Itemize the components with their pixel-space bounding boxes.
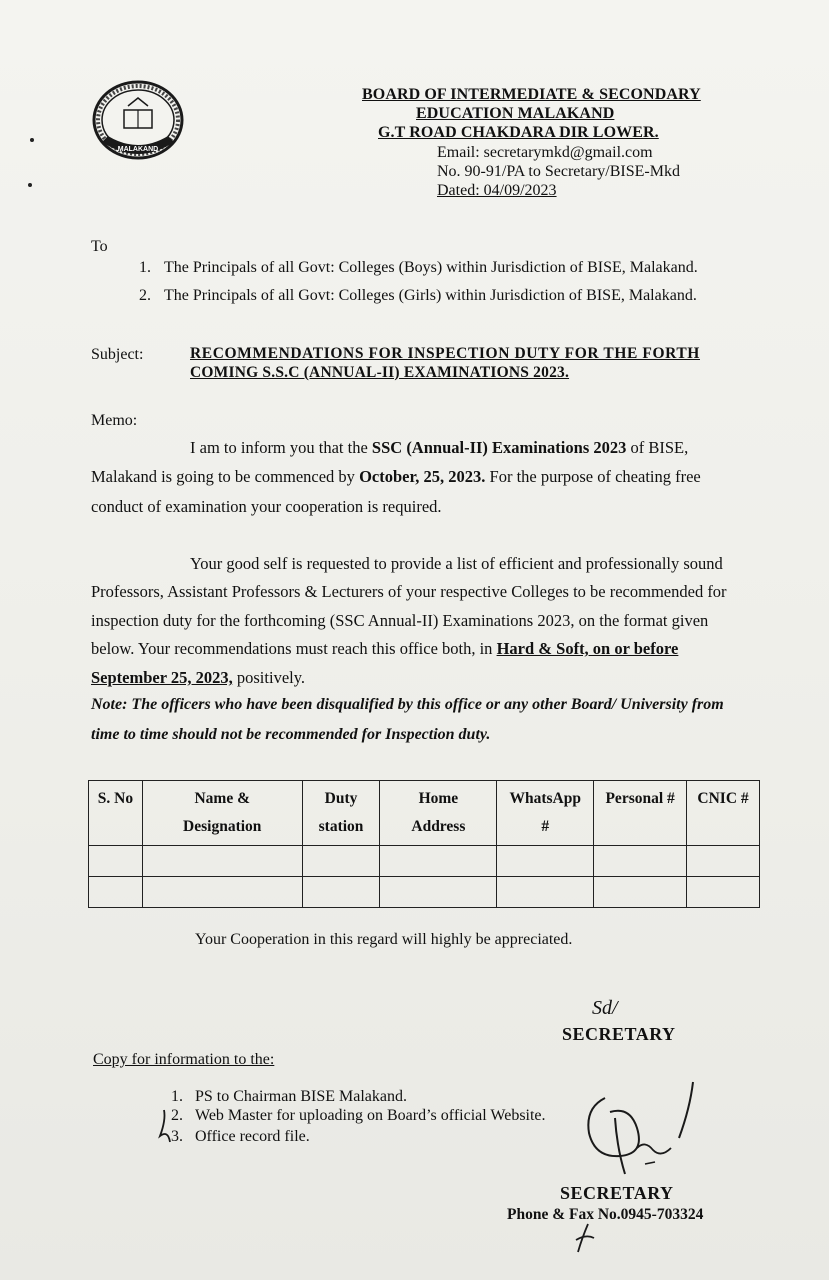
memo-paragraph2-line5 xyxy=(91,663,305,693)
board-seal-logo xyxy=(88,80,188,164)
sd-mark: Sd/ xyxy=(592,997,618,1019)
header-sno xyxy=(89,781,143,846)
board-name-line1: BOARD OF INTERMEDIATE & SECONDARY xyxy=(362,86,701,103)
memo-label: Memo: xyxy=(91,412,138,429)
table-cell xyxy=(497,877,594,908)
table-cell xyxy=(687,846,760,877)
table-cell xyxy=(142,846,302,877)
reference-number: No. 90-91/PA to Secretary/BISE-Mkd xyxy=(437,163,680,180)
board-name-line2: EDUCATION MALAKAND xyxy=(416,105,615,122)
memo-paragraph1-line2 xyxy=(91,462,701,492)
header-text: Designation xyxy=(183,818,262,835)
table-cell xyxy=(89,877,143,908)
memo-paragraph2-line4 xyxy=(91,634,678,664)
header-text: Duty xyxy=(324,790,358,807)
table-cell xyxy=(497,846,594,877)
header-text: S. No xyxy=(97,790,134,807)
submission-format: Hard & Soft, on or before xyxy=(496,639,679,658)
table-header-row xyxy=(89,781,760,846)
text-run: of BISE, xyxy=(626,438,689,457)
exam-name: SSC (Annual-II) Examinations 2023 xyxy=(371,438,627,457)
board-email: Email: secretarymkd@gmail.com xyxy=(437,144,653,161)
note-line1: Note: The officers who have been disqualified by this office or any other Board/ University from xyxy=(91,696,724,713)
seal-text: MALAKAND xyxy=(117,146,159,153)
header-text: # xyxy=(541,818,550,835)
copy-item-number: 2. xyxy=(171,1107,183,1124)
header-name-designation xyxy=(142,781,302,846)
to-item: The Principals of all Govt: Colleges (Girls) within Jurisdiction of BISE, Malakand. xyxy=(164,287,697,304)
table-cell xyxy=(687,877,760,908)
memo-paragraph1-line1 xyxy=(190,433,688,463)
header-text: Address xyxy=(411,818,466,835)
closing-line: Your Cooperation in this regard will highly be appreciated. xyxy=(195,931,573,948)
table-cell xyxy=(89,846,143,877)
memo-paragraph2-line1: Your good self is requested to provide a list of efficient and professionally sound xyxy=(190,554,723,573)
to-label: To xyxy=(91,238,108,255)
table-cell xyxy=(380,846,497,877)
header-text: Home xyxy=(418,790,459,807)
text-run: I am to inform you that the xyxy=(190,438,372,457)
table-cell xyxy=(142,877,302,908)
exam-start-date: October, 25, 2023. xyxy=(359,467,486,486)
memo-paragraph2-line2: Professors, Assistant Professors & Lecturers of your respective Colleges to be recommended for xyxy=(91,582,727,601)
header-personal xyxy=(594,781,687,846)
header-whatsapp xyxy=(497,781,594,846)
memo-paragraph1-line3: conduct of examination your cooperation is required. xyxy=(91,497,442,516)
secretary-title: SECRETARY xyxy=(562,1024,676,1044)
copy-item-number: 1. xyxy=(171,1088,183,1105)
header-text: WhatsApp xyxy=(509,790,581,807)
board-address: G.T ROAD CHAKDARA DIR LOWER. xyxy=(378,124,659,141)
handwritten-tick xyxy=(156,1106,178,1146)
header-text: Name & xyxy=(194,790,250,807)
copy-item-number: 3. xyxy=(171,1128,183,1145)
copy-item: PS to Chairman BISE Malakand. xyxy=(195,1088,407,1105)
header-text: CNIC # xyxy=(697,790,749,807)
header-duty-station xyxy=(302,781,380,846)
footer-secretary-title: SECRETARY xyxy=(560,1183,674,1203)
table-cell xyxy=(302,846,380,877)
text-run: Malakand is going to be commenced by xyxy=(91,467,360,486)
subject-line1: RECOMMENDATIONS FOR INSPECTION DUTY FOR THE FORTH xyxy=(190,345,700,362)
scan-speck xyxy=(28,183,32,187)
to-item-number: 2. xyxy=(139,287,151,304)
phone-fax: Phone & Fax No.0945-703324 xyxy=(507,1206,704,1223)
text-run: For the purpose of cheating free xyxy=(485,467,701,486)
to-item-number: 1. xyxy=(139,259,151,276)
header-text: Personal # xyxy=(605,790,675,807)
text-run: below. Your recommendations must reach this office both, in xyxy=(91,639,497,658)
table-cell xyxy=(594,846,687,877)
subject-line2: COMING S.S.C (ANNUAL-II) EXAMINATIONS 2023. xyxy=(190,364,570,381)
submission-deadline: September 25, 2023, xyxy=(91,668,233,687)
header-home-address xyxy=(380,781,497,846)
header-cnic xyxy=(687,781,760,846)
scan-speck xyxy=(30,138,34,142)
copy-label: Copy for information to the: xyxy=(93,1051,275,1068)
note-line2: time to time should not be recommended for Inspection duty. xyxy=(91,726,491,743)
table-cell xyxy=(594,877,687,908)
header-text: station xyxy=(318,818,364,835)
table-row xyxy=(89,846,760,877)
table-row xyxy=(89,877,760,908)
copy-item: Web Master for uploading on Board’s official Website. xyxy=(195,1107,546,1124)
table-cell xyxy=(302,877,380,908)
table-cell xyxy=(380,877,497,908)
subject-label: Subject: xyxy=(91,346,144,363)
copy-item: Office record file. xyxy=(195,1128,310,1145)
text-run: positively. xyxy=(232,668,306,687)
recommendation-format-table xyxy=(88,780,760,908)
handwritten-signature xyxy=(575,1078,715,1188)
letter-date: Dated: 04/09/2023 xyxy=(437,182,557,199)
to-item: The Principals of all Govt: Colleges (Boys) within Jurisdiction of BISE, Malakand. xyxy=(164,259,698,276)
memo-paragraph2-line3: inspection duty for the forthcoming (SSC Annual-II) Examinations 2023, on the format given xyxy=(91,611,709,630)
handwritten-initial xyxy=(572,1222,598,1256)
